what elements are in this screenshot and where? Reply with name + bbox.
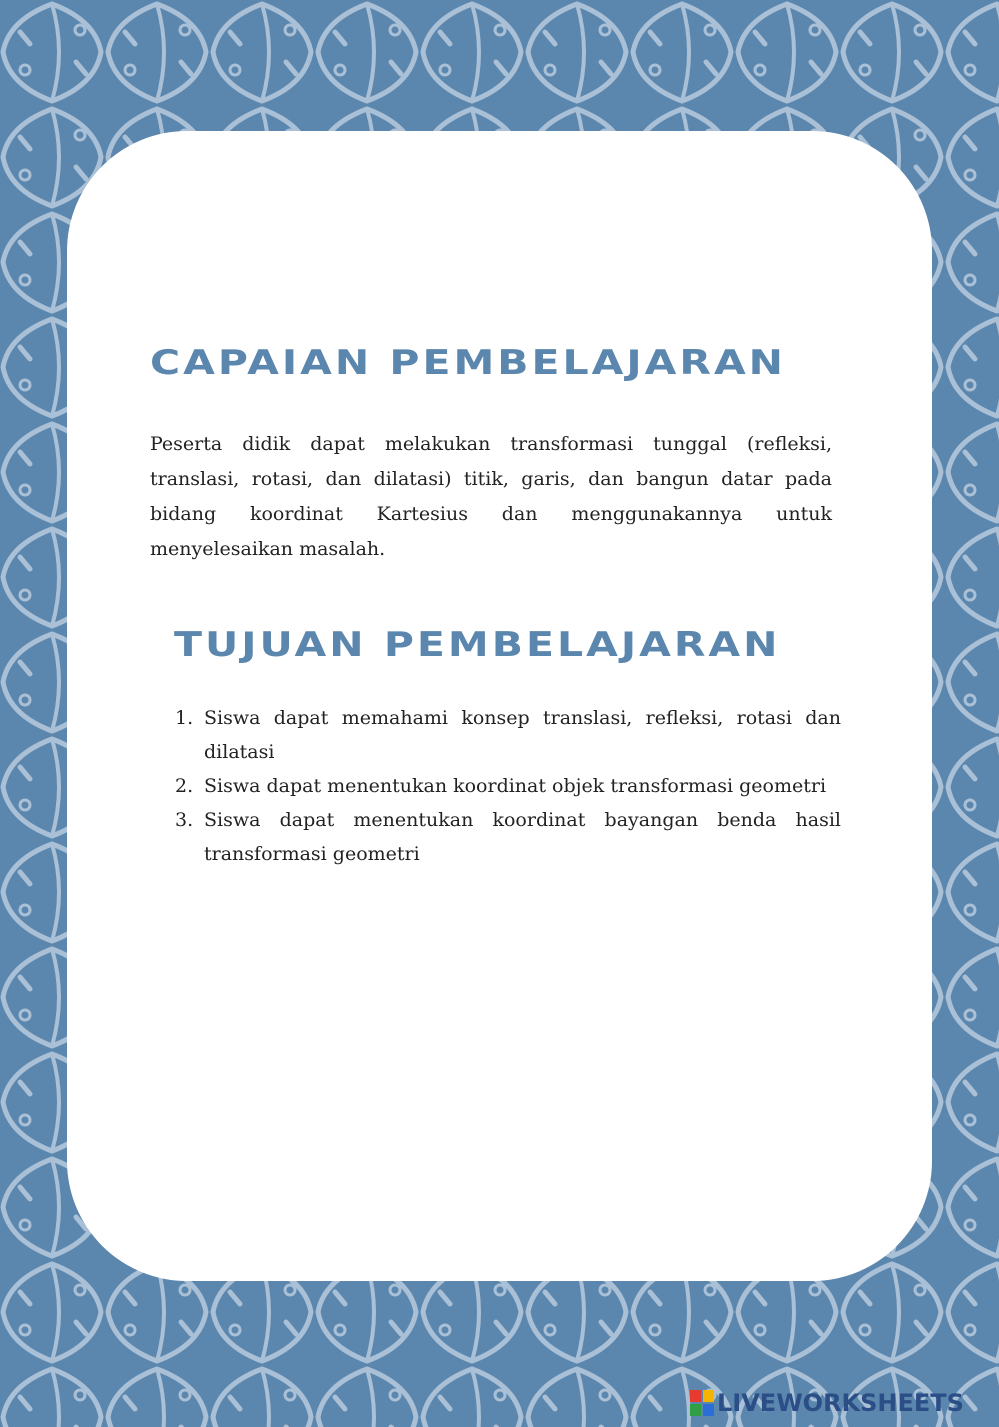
list-item-text: Siswa dapat memahami konsep translasi, refleksi, rotasi dan dilatasi	[204, 707, 841, 763]
list-item-text: Siswa dapat menentukan koordinat objek transformasi geometri	[204, 775, 827, 797]
list-item-number: 1.	[175, 707, 194, 729]
content-card	[67, 131, 932, 1281]
list-item	[175, 803, 841, 871]
list-item-text: Siswa dapat menentukan koordinat bayangan benda hasil transformasi geometri	[204, 809, 841, 865]
list-item	[175, 769, 841, 803]
list-item	[175, 701, 841, 769]
tujuan-list	[175, 701, 841, 871]
tujuan-heading: TUJUAN PEMBELAJARAN	[174, 625, 781, 665]
liveworksheets-logo[interactable]	[690, 1388, 964, 1418]
list-item-number: 2.	[175, 775, 194, 797]
list-item-number: 3.	[175, 809, 194, 831]
liveworksheets-brand-text: LIVEWORKSHEETS	[717, 1389, 964, 1417]
capaian-heading: CAPAIAN PEMBELAJARAN	[150, 343, 786, 383]
liveworksheets-logo-icon	[690, 1390, 714, 1416]
capaian-paragraph: Peserta didik dapat melakukan transformasi tunggal (refleksi, translasi, rotasi, dan dilatasi) titik, garis, dan bangun datar pada bidang koordinat Kartesius dan menggunakannya untuk menyelesaikan masalah.	[150, 433, 832, 560]
